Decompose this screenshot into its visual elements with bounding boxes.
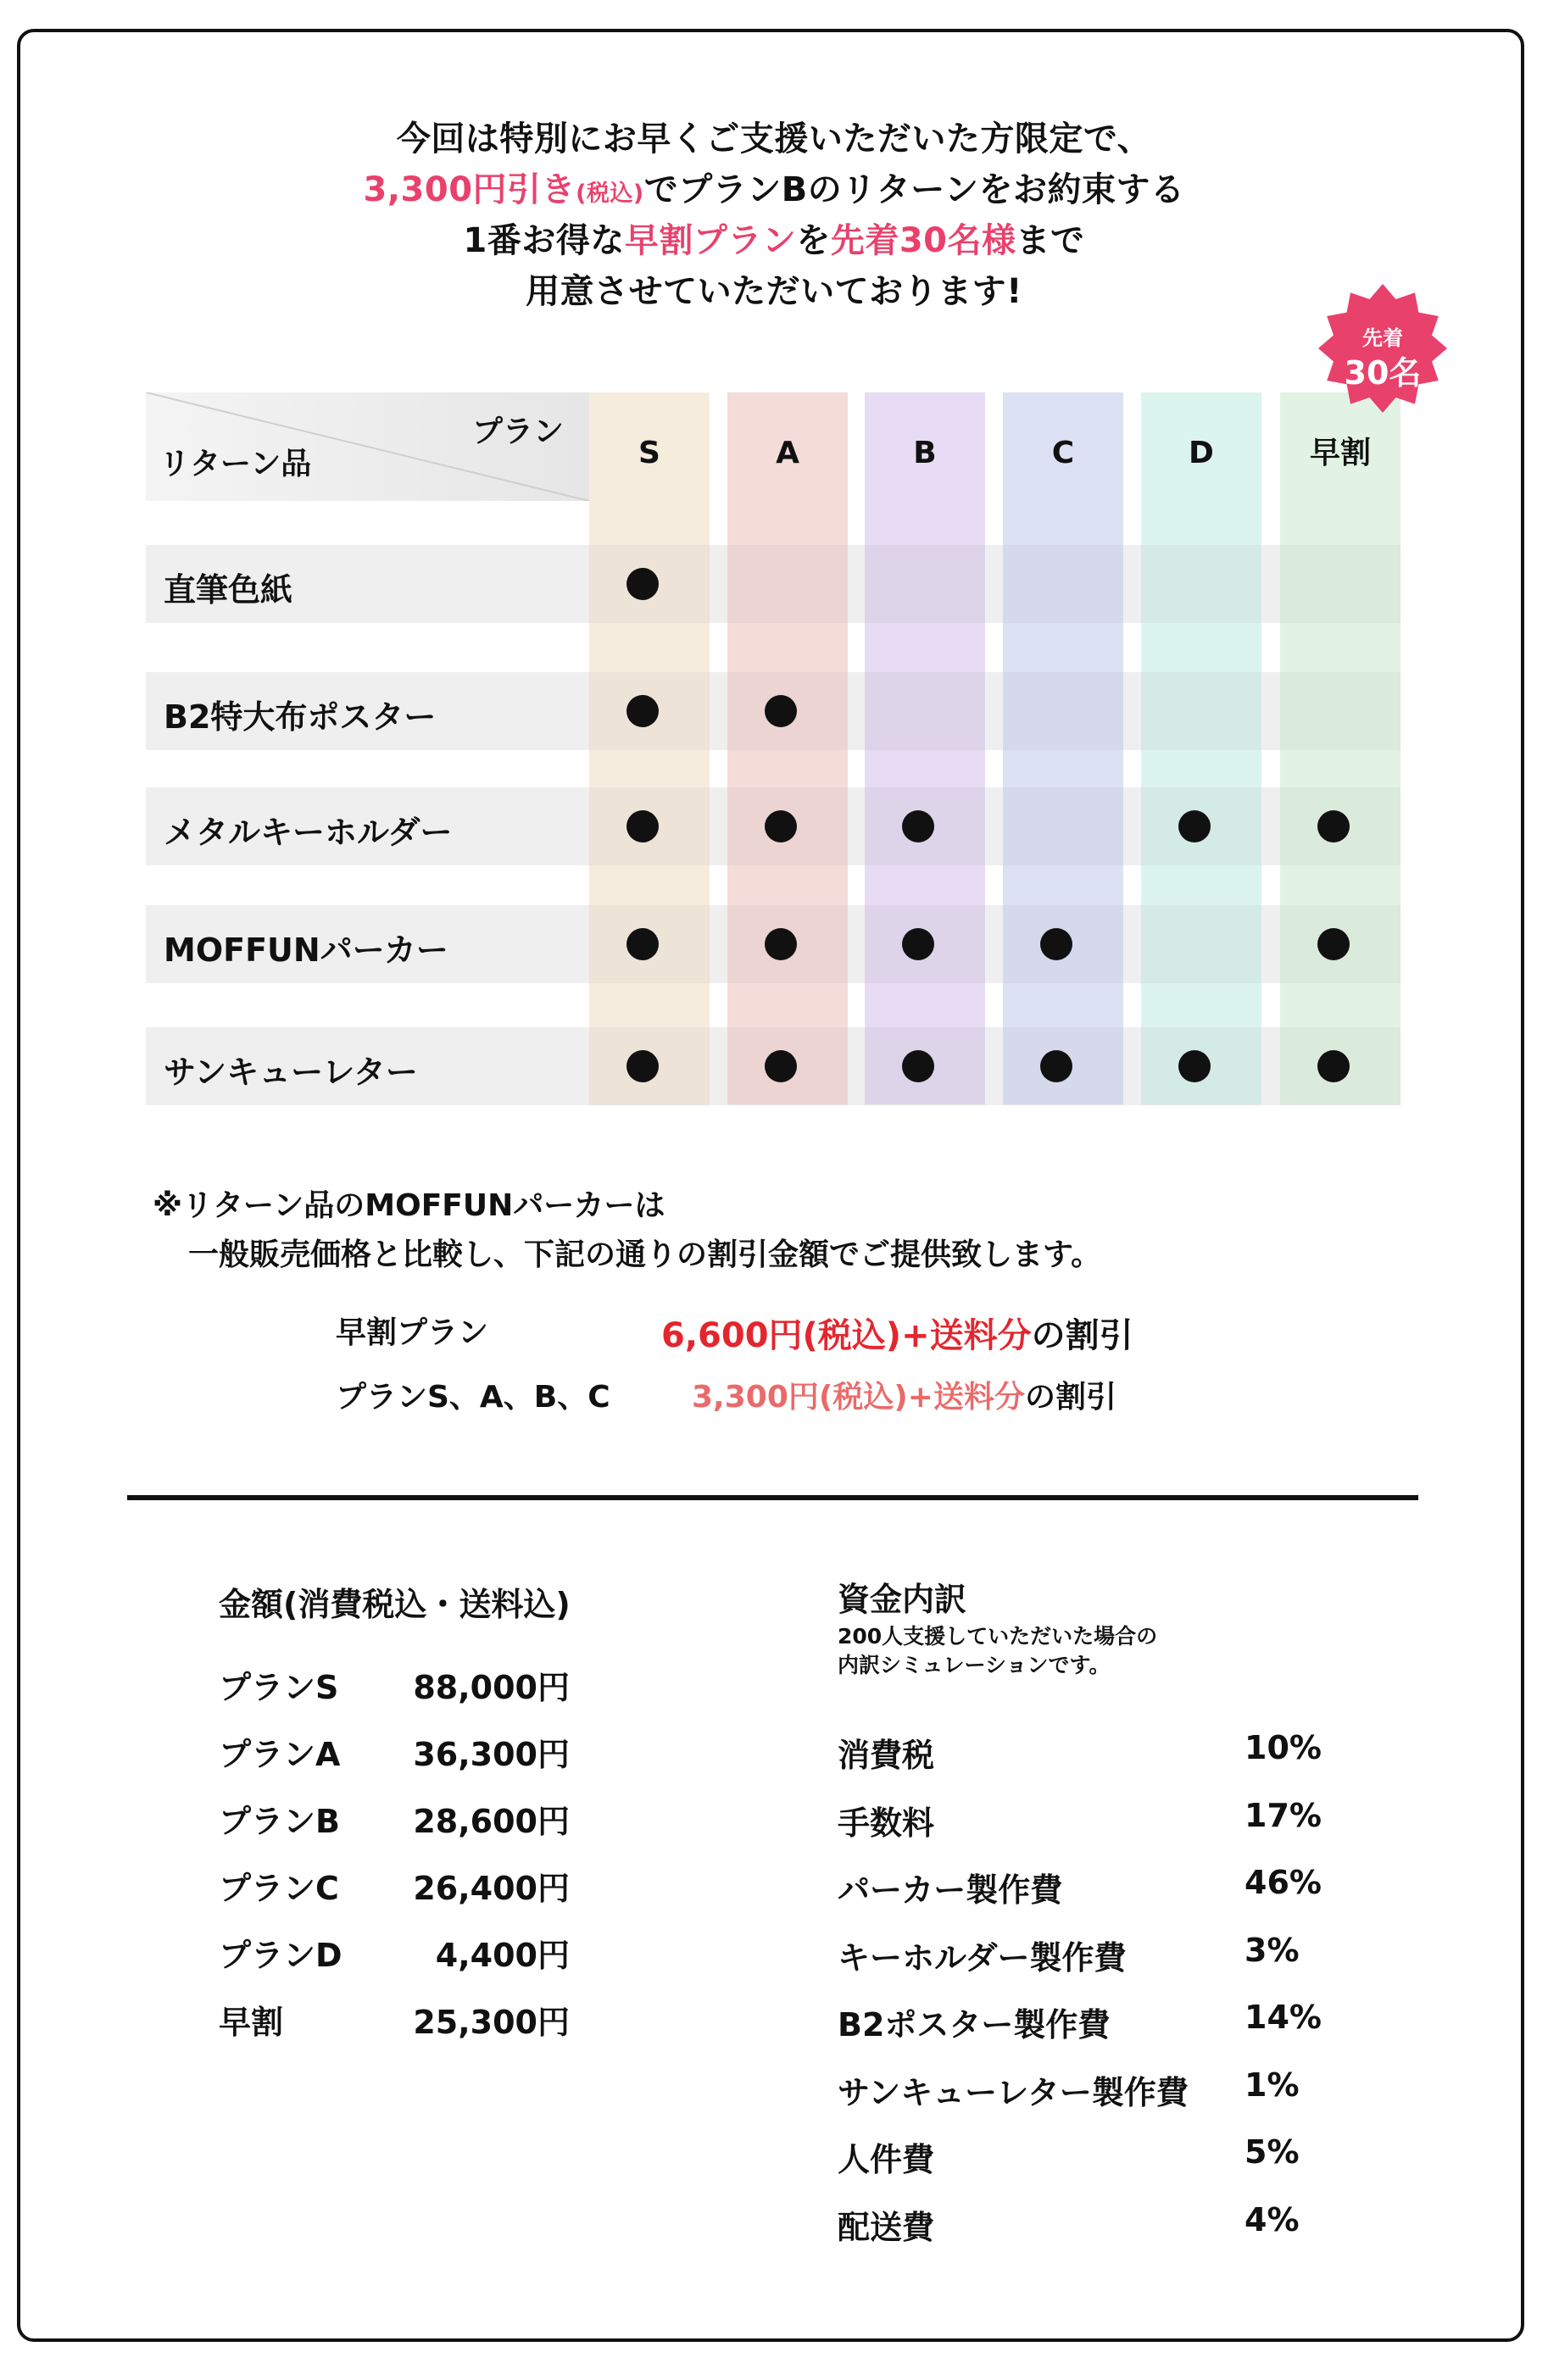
included-mark	[1178, 1050, 1211, 1082]
included-mark	[626, 1050, 659, 1082]
included-mark	[902, 1050, 934, 1082]
fund-item-percent: 5%	[1245, 2133, 1300, 2171]
included-mark	[1317, 928, 1350, 960]
cell-shade	[1141, 905, 1261, 983]
fund-item-percent: 1%	[1245, 2066, 1300, 2104]
early-plan-highlight: 早割プラン	[624, 221, 797, 260]
prices-title: 金額(消費税込・送料込)	[219, 1586, 571, 1623]
included-mark	[626, 928, 659, 960]
intro-line-3-c: を	[796, 221, 831, 260]
intro-line-4: 用意させていただいております!	[526, 272, 1022, 311]
fund-item-name: パーカー製作費	[838, 1871, 1063, 1909]
price-value: 25,300円	[413, 2004, 570, 2041]
return-item-label: 直筆色紙	[164, 571, 293, 609]
intro-line-1: 今回は特別にお早くご支援いただいた方限定で、	[396, 120, 1152, 158]
included-mark	[1317, 1050, 1350, 1082]
discount-suffix-early: の割引	[1031, 1316, 1133, 1355]
price-plan-name: プランD	[219, 1937, 342, 1974]
funds-title: 資金内訳	[838, 1581, 967, 1618]
cell-shade	[1003, 672, 1123, 750]
cell-shade	[727, 545, 848, 623]
price-plan-name: 早割	[219, 2004, 284, 2041]
included-mark	[626, 810, 659, 842]
fund-item-percent: 14%	[1245, 1999, 1322, 2036]
cell-shade	[1003, 787, 1123, 865]
included-mark	[1317, 810, 1350, 842]
fund-item-name: サンキューレター製作費	[838, 2073, 1189, 2111]
fund-item-percent: 17%	[1245, 1796, 1322, 1834]
included-mark	[765, 1050, 797, 1082]
discount-amount-sabc	[692, 1373, 1116, 1416]
badge-line-2: 30名	[1344, 354, 1422, 392]
plan-header: A	[776, 436, 799, 470]
included-mark	[765, 810, 797, 842]
cell-shade	[1141, 672, 1261, 750]
early-bird-badge	[1317, 282, 1449, 414]
plan-header: 早割	[1309, 436, 1371, 470]
price-value: 28,600円	[413, 1803, 570, 1840]
plan-header: C	[1051, 436, 1075, 470]
included-mark	[1040, 928, 1072, 960]
price-value: 4,400円	[435, 1937, 570, 1974]
funds-subtitle-2: 内訳シミュレーションです。	[838, 1653, 1111, 1677]
plan-header: B	[913, 436, 937, 470]
price-plan-name: プランA	[219, 1736, 341, 1773]
funds-subtitle-1: 200人支援していただいた場合の	[838, 1624, 1158, 1649]
included-mark	[902, 810, 934, 842]
plan-header: S	[638, 436, 660, 470]
included-mark	[1040, 1050, 1072, 1082]
included-mark	[765, 928, 797, 960]
discount-amount-sabc-value: 3,300円(税込)+送料分	[692, 1380, 1025, 1415]
discount-plan-early: 早割プラン	[336, 1315, 489, 1350]
included-mark	[626, 695, 659, 727]
return-table	[0, 0, 1548, 1119]
fund-item-name: 配送費	[838, 2208, 935, 2246]
cell-shade	[865, 672, 985, 750]
fund-item-name: 人件費	[838, 2141, 935, 2178]
plan-header: D	[1189, 436, 1214, 470]
return-item-label: MOFFUNパーカー	[164, 931, 448, 969]
cell-shade	[1003, 545, 1123, 623]
table-corner	[146, 392, 589, 501]
return-item-label: B2特大布ポスター	[164, 698, 437, 736]
price-plan-name: プランB	[219, 1803, 340, 1840]
fund-item-name: キーホルダー製作費	[838, 1938, 1127, 1977]
included-mark	[765, 695, 797, 727]
included-mark	[902, 928, 934, 960]
price-plan-name: プランC	[219, 1870, 339, 1907]
corner-plan-label: プラン	[472, 414, 565, 449]
first-30-highlight: 先着30名様	[830, 221, 1016, 260]
tax-included-note: (税込)	[576, 181, 644, 207]
cell-shade	[1280, 545, 1400, 623]
section-divider	[127, 1495, 1418, 1500]
discount-amount-early-value: 6,600円(税込)+送料分	[661, 1316, 1032, 1355]
price-value: 88,000円	[413, 1669, 570, 1706]
note-line-1: ※リターン品のMOFFUNパーカーは	[153, 1188, 665, 1223]
price-value: 26,400円	[413, 1870, 570, 1907]
included-mark	[1178, 810, 1211, 842]
fund-item-percent: 3%	[1245, 1931, 1300, 1969]
discount-highlight: 3,300円引き	[363, 170, 576, 209]
fund-item-percent: 4%	[1245, 2200, 1300, 2238]
note-line-2: 一般販売価格と比較し、下記の通りの割引金額でご提供致します。	[188, 1237, 1102, 1272]
badge-line-1: 先着	[1362, 326, 1403, 350]
intro-line-3-e: まで	[1016, 221, 1085, 260]
price-value: 36,300円	[413, 1736, 570, 1773]
fund-item-percent: 46%	[1245, 1864, 1322, 1901]
fund-item-percent: 10%	[1245, 1729, 1322, 1766]
included-mark	[626, 568, 659, 600]
intro-line-3-a: 1番お得な	[463, 221, 625, 260]
cell-shade	[1141, 545, 1261, 623]
fund-item-name: B2ポスター製作費	[838, 2006, 1111, 2044]
return-item-label: メタルキーホルダー	[164, 814, 453, 851]
discount-suffix-sabc: の割引	[1024, 1380, 1116, 1415]
fund-item-name: 消費税	[838, 1737, 935, 1774]
fund-item-name: 手数料	[838, 1804, 935, 1842]
price-plan-name: プランS	[219, 1669, 339, 1706]
discount-amount-early	[661, 1309, 1133, 1357]
discount-plan-sabc: プランS、A、B、C	[336, 1380, 610, 1415]
cell-shade	[1280, 672, 1400, 750]
return-item-label: サンキューレター	[164, 1054, 418, 1091]
corner-item-label: リターン品	[159, 447, 312, 481]
cell-shade	[865, 545, 985, 623]
intro-line-2-rest: でプランBのリターンをお約束する	[643, 170, 1185, 209]
